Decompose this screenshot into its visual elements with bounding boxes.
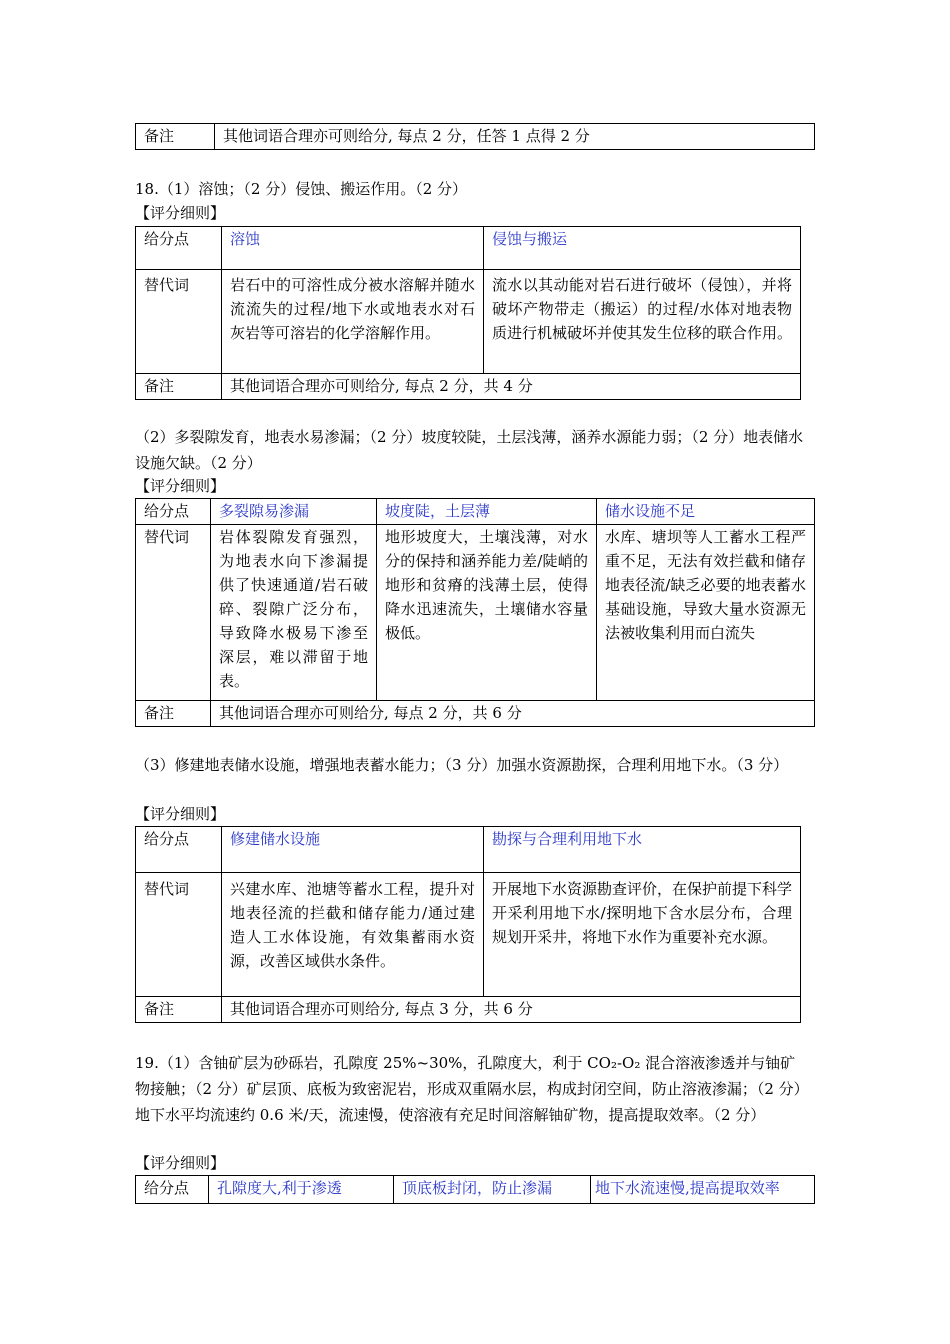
answer-text: 18.（1）溶蚀；（2 分）侵蚀、搬运作用。（2 分） — [135, 180, 468, 198]
point-3: 储水设施不足 — [597, 499, 815, 525]
q19-part1-detail-title — [135, 1151, 815, 1175]
note-text: 其他词语合理亦可则给分, 每点 2 分，任答 1 点得 2 分 — [215, 124, 815, 150]
q19-part1-table — [135, 1175, 815, 1204]
points-label: 给分点 — [136, 1176, 209, 1204]
q18-part2-answer — [135, 424, 807, 476]
alt-label: 替代词 — [136, 270, 222, 374]
answer-text: （3）修建地表储水设施，增强地表蓄水能力；（3 分）加强水资源勘探，合理利用地下水。（3 分） — [135, 756, 789, 774]
alt-label: 替代词 — [136, 873, 222, 997]
point-1: 修建储水设施 — [222, 827, 484, 873]
note-label: 备注 — [136, 997, 222, 1023]
alt-1: 岩石中的可溶性成分被水溶解并随水流流失的过程/地下水或地表水对石灰岩等可溶岩的化学溶解作用。 — [222, 270, 484, 374]
answer-text: （2）多裂隙发育，地表水易渗漏；（2 分）坡度较陡，土层浅薄，涵养水源能力弱；（2 分）地表储水设施欠缺。（2 分） — [135, 428, 804, 472]
alt-2: 地形坡度大，土壤浅薄，对水分的保持和涵养能力差/陡峭的地形和贫瘠的浅薄土层，使得降水迅速流失，土壤储水容量极低。 — [377, 525, 597, 701]
point-2: 勘探与合理利用地下水 — [484, 827, 801, 873]
top-note-table — [135, 123, 815, 150]
points-label: 给分点 — [136, 227, 222, 270]
q19-part1-answer — [135, 1050, 807, 1128]
point-2: 顶底板封闭，防止渗漏 — [394, 1176, 591, 1204]
q18-part3-answer — [135, 752, 825, 778]
point-1: 孔隙度大,利于渗透 — [209, 1176, 394, 1204]
points-label: 给分点 — [136, 827, 222, 873]
detail-title: 【评分细则】 — [135, 805, 226, 823]
alt-2: 流水以其动能对岩石进行破坏（侵蚀），并将破坏产物带走（搬运）的过程/水体对地表物质进行机械破坏并使其发生位移的联合作用。 — [484, 270, 801, 374]
point-3: 地下水流速慢,提高提取效率 — [591, 1176, 815, 1204]
q18-part1-table — [135, 226, 801, 400]
detail-title: 【评分细则】 — [135, 477, 226, 495]
q18-part2-table — [135, 498, 815, 727]
alt-2: 开展地下水资源勘查评价，在保护前提下科学开采利用地下水/探明地下含水层分布，合理规划开采井，将地下水作为重要补充水源。 — [484, 873, 801, 997]
note-label: 备注 — [136, 701, 211, 727]
detail-title: 【评分细则】 — [135, 1154, 226, 1172]
note-label: 备注 — [136, 124, 215, 150]
points-label: 给分点 — [136, 499, 211, 525]
point-1: 溶蚀 — [222, 227, 484, 270]
q18-part1-answer — [135, 176, 815, 202]
q18-part3-table — [135, 826, 801, 1023]
point-2: 侵蚀与搬运 — [484, 227, 801, 270]
q18-part2-detail-title — [135, 474, 815, 498]
q18-part3-detail-title — [135, 802, 815, 826]
alt-3: 水库、塘坝等人工蓄水工程严重不足，无法有效拦截和储存地表径流/缺乏必要的地表蓄水基础设施，导致大量水资源无法被收集利用而白流失 — [597, 525, 815, 701]
point-1: 多裂隙易渗漏 — [211, 499, 377, 525]
note-text: 其他词语合理亦可则给分, 每点 2 分，共 4 分 — [222, 374, 801, 400]
answer-text: 19.（1）含铀矿层为砂砾岩，孔隙度 25%~30%，孔隙度大，利于 CO₂-O₂ 混合溶液渗透并与铀矿物接触；（2 分）矿层顶、底板为致密泥岩，形成双重隔水层，构成封闭空间，防止溶液渗漏；（2 分）地下水平均流速约 0.6 米/天，流速慢，使溶液有充足时间溶解铀矿物，提高提取效率。（2 分） — [135, 1054, 802, 1124]
point-2: 坡度陡，土层薄 — [377, 499, 597, 525]
detail-title: 【评分细则】 — [135, 204, 226, 222]
q18-part1-detail-title — [135, 201, 815, 225]
note-label: 备注 — [136, 374, 222, 400]
alt-label: 替代词 — [136, 525, 211, 701]
note-text: 其他词语合理亦可则给分, 每点 2 分，共 6 分 — [211, 701, 815, 727]
alt-1: 兴建水库、池塘等蓄水工程，提升对地表径流的拦截和储存能力/通过建造人工水体设施，有效集蓄雨水资源，改善区域供水条件。 — [222, 873, 484, 997]
alt-1: 岩体裂隙发育强烈，为地表水向下渗漏提供了快速通道/岩石破碎、裂隙广泛分布，导致降水极易下渗至深层，难以滞留于地表。 — [211, 525, 377, 701]
note-text: 其他词语合理亦可则给分, 每点 3 分，共 6 分 — [222, 997, 801, 1023]
